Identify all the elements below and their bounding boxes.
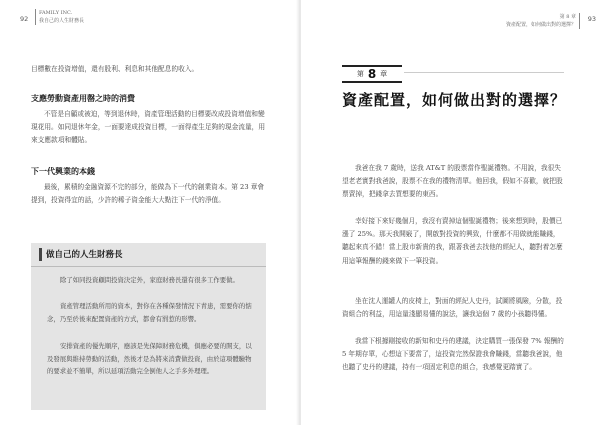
body-paragraph: 幸好接下來好幾個月，我沒有賣掉這個聖誕禮物；後來想到時，股價已漲了 25%。那天我開竅了，開啟對投資的興致，什麼都不用做就能賺錢，聽起來真不錯！當上股市新貴的我，跟著我爸去找他的經紀人，聽對着怎麼用這筆報酬的錢來做下一筆投資。 (342, 217, 563, 265)
left-page (0, 0, 299, 425)
running-head-right-line2: 資產配置，如何做出對的選擇？ (505, 22, 576, 28)
running-head-right (506, 13, 576, 29)
sidebar-paragraph: 除了如同投資顧問投資決定外，家庭財務長還有很多工作要做。 (60, 276, 239, 284)
section-body-next-generation: 最後，累積的金融資源不完的部分，能做為下一代的創業資本。第 23 章會提到，投資得宜的話，少許的稀子資金能大大點注下一代的淨值。 (31, 183, 265, 205)
body-paragraph: 坐在沈人運罐人的皮椅上，對面的經紀人史丹，試圖將風險，分散，投資組合的利益，用這量淺顯易懂的說法，讓我這個 7 歲的小孩聽得懂。 (342, 297, 563, 319)
sidebar-header (31, 243, 266, 267)
running-head-left-line2: 我自己的人生財務長 (39, 18, 85, 24)
running-head-left-line1: FAMILY INC. (39, 10, 73, 16)
body-paragraph: 我爸在我 7 歲時，送我 AT&T 的股票當作聖誕禮物。不用說，我很失望老老實對我爸說，股票不在我的禮物清單。他回我，假如不喜歡，就把股票賣掉，把錢拿去買想要的東西。 (342, 164, 563, 199)
chapter-label-suffix: 章 (380, 70, 388, 78)
body-paragraph: 我當下根據剛接收的新知和史丹的建議，決定購買一張保發 7% 報酬的 5 年期存單，心想這下要當了，這投資完然保證我會賺錢，當聽我爸說，他也聽了史丹的建議，持有一項固定利息的組合，我感覺更踏實了。 (342, 337, 564, 372)
section-heading-consumption: 支應勞動資產用罄之時的消費 (31, 94, 135, 103)
section-heading-next-generation: 下一代興業的本錢 (31, 167, 95, 176)
chapter-title: 資產配置，如何做出對的選擇？ (342, 91, 567, 109)
intro-paragraph: 目標數在投資增值，還有股利、利息和其他配息的收入。 (31, 65, 199, 73)
section-body-consumption: 不管是自顧或被迫，等到退休時，資產管理活動的目標要改成投資增值和變現花用。如同退休年金，一面要達成投資目標，一面得產生足夠的現金流量，用來支應款項和體貼。 (31, 110, 266, 145)
chapter-label-prefix: 第 (356, 70, 364, 78)
sidebar-paragraph: 資產管理活動所用的資本，對你在各種保發情況下青患，需要你的惦念，乃至於後來配置資產的方式，都會有罰惹的形響。 (47, 302, 252, 323)
sidebar-box (31, 243, 266, 410)
running-head-divider (35, 9, 36, 25)
running-head-left (39, 9, 84, 25)
chapter-tag (342, 65, 402, 83)
page-number-right: 93 (587, 15, 596, 23)
sidebar-title: 做自己的人生財務長 (46, 250, 123, 260)
sidebar-accent-bar (39, 248, 42, 261)
chapter-number: 8 (367, 67, 377, 81)
running-head-divider (579, 13, 580, 29)
page-number-left: 92 (20, 15, 29, 23)
chapter-rule (404, 72, 564, 73)
running-head-right-line1: 第 8 章 (559, 14, 576, 20)
sidebar-paragraph: 安排資產的優先順序，應該是先保障財務危機，俱應必要的開支，以及發展與維持勞動的活動，然後才是為將來消費做投資，由於這項體驗物的要求並不簡單，所以延項活動完全倒他人之手多外理理。 (47, 342, 252, 376)
